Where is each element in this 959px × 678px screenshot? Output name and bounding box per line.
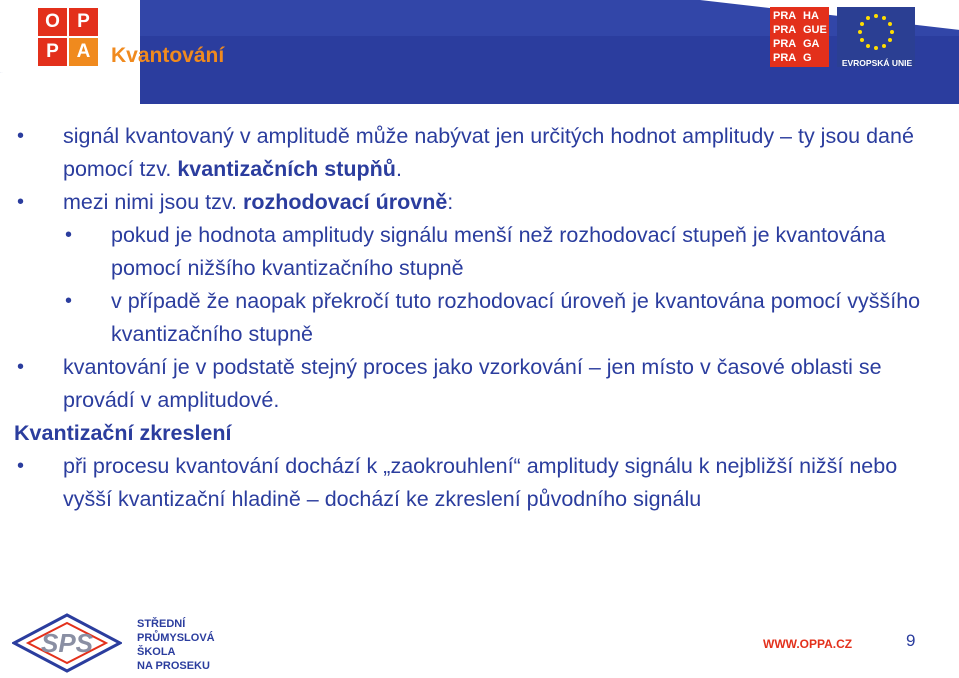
sps-logo-icon <box>12 613 122 673</box>
bullet-text: : <box>447 190 454 214</box>
bullet-item <box>14 450 949 516</box>
page-title: Kvantování <box>111 44 225 67</box>
bullet-text: kvantování je v podstatě stejný proces jako vzorkování – jen místo v časové oblasti se provádí v amplitudové. <box>63 355 882 412</box>
praha-logo-text: PRA <box>773 52 797 64</box>
bullet-item <box>14 351 949 417</box>
bullet-text: signál kvantovaný v amplitudě může nabývat jen určitých hodnot amplitudy – ty jsou dané pomocí tzv. <box>63 124 914 181</box>
praha-logo-text: PRA <box>773 10 797 22</box>
footer-url-link[interactable]: WWW.OPPA.CZ <box>763 637 853 651</box>
bullet-text: mezi nimi jsou tzv. <box>63 190 243 214</box>
sps-logo-text: SPS <box>40 628 94 658</box>
school-name-line: NA PROSEKU <box>137 660 210 672</box>
section-heading <box>14 417 949 450</box>
school-name <box>137 617 215 673</box>
school-name-line: STŘEDNÍ <box>137 618 186 630</box>
bullet-text: Kvantizační zkreslení <box>14 421 232 445</box>
bullet-text: . <box>395 157 402 181</box>
bullet-text: při procesu kvantování dochází k „zaokrouhlení“ amplitudy signálu k nejbližší nižší nebo vyšší kvantizační hladině – dochází ke zkreslení původního signálu <box>63 454 898 511</box>
bullet-item <box>14 285 949 351</box>
bullet-item <box>14 186 949 219</box>
praha-logo-text: GUE <box>803 24 827 36</box>
oppa-logo-letter: O <box>38 8 67 36</box>
bullet-item <box>14 120 949 186</box>
bullet-text: pokud je hodnota amplitudy signálu menší než rozhodovací stupeň je kvantována pomocí nižšího kvantizačního stupně <box>111 223 886 280</box>
oppa-logo-letter: A <box>69 38 98 66</box>
bullet-text: kvantizačních stupňů <box>177 157 396 181</box>
bullet-item <box>14 219 949 285</box>
praha-logo-text: GA <box>803 38 820 50</box>
praha-logo-text: PRA <box>773 38 797 50</box>
oppa-logo-letter: P <box>69 8 98 36</box>
bullet-text: rozhodovací úrovně <box>243 190 448 214</box>
eu-label: EVROPSKÁ UNIE <box>841 58 913 68</box>
header-banner <box>0 0 959 104</box>
oppa-logo-letter: P <box>38 38 67 66</box>
sps-logo <box>12 613 122 673</box>
bullet-text: v případě že naopak překročí tuto rozhodovací úroveň je kvantována pomocí vyššího kvantizačního stupně <box>111 289 921 346</box>
eu-stars-icon <box>837 7 915 57</box>
page-number: 9 <box>906 631 916 650</box>
slide-content <box>14 120 949 516</box>
school-name-line: PRŮMYSLOVÁ <box>137 632 215 644</box>
praha-logo <box>770 7 829 67</box>
praha-logo-text: G <box>803 52 812 64</box>
praha-logo-text: PRA <box>773 24 797 36</box>
school-name-line: ŠKOLA <box>137 646 176 658</box>
oppa-logo <box>38 8 99 66</box>
praha-logo-text: HA <box>803 10 819 22</box>
